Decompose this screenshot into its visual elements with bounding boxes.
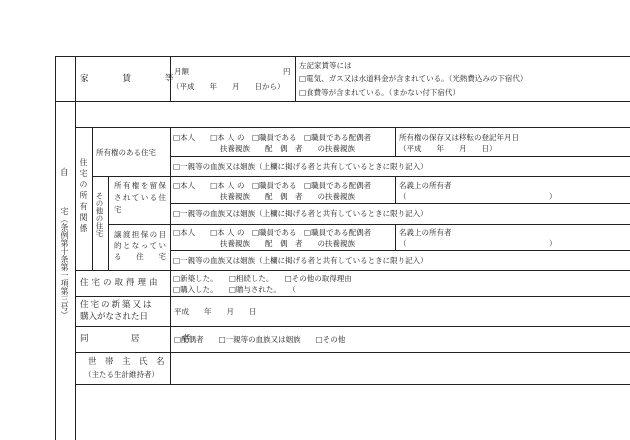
rule-acquisition-bottom [75, 296, 630, 297]
acquisition-label: 住宅の取得理由 [80, 278, 161, 288]
acquisition-line1: □新築した。 □相続した。 □その他の取得理由 [173, 274, 352, 283]
mortgaged-house-label: 所有権を留保されている住宅 [114, 181, 166, 214]
owned-checks-line1: □本人 □本 人 の □職員である □職員である配偶者 [173, 133, 372, 142]
mortgaged-nominal-owner-title: 名義上の所有者 [399, 181, 452, 190]
rule-spacer-bottom [75, 127, 630, 128]
owned-registration-title: 所有権の保存又は移転の登記年月日 [399, 133, 519, 142]
rule-ownership-bottom [75, 270, 630, 271]
rent-notes-title: 左記家賃等には [299, 61, 352, 70]
owned-checks-line2: 扶養親族 配 偶 者 の扶養親族 [220, 144, 355, 153]
rent-note-utilities: □電気、ガス又は水道料金が含まれている。（光熱費込みの下宿代） [299, 74, 528, 83]
mortgaged-checks-line1: □本人 □本 人 の □職員である □職員である配偶者 [173, 181, 372, 190]
collateral-checks-line1: □本人 □本 人 の □職員である □職員である配偶者 [173, 228, 372, 237]
rule-cohabitant-bottom [75, 352, 630, 353]
ownership-group-label: 住宅の所有関係 [79, 158, 88, 235]
rule-ownership-group [92, 127, 93, 270]
rule-rent-amount [295, 56, 296, 101]
householder-label-1: 世 帯 主 氏 名 [88, 357, 165, 367]
section-label-top: 自 [60, 168, 69, 178]
section-label-main: 宅（条例第十条第一項第三号） [60, 207, 69, 319]
owned-relatives-check: □一親等の血族又は姻族（上欄に掲げる者と共有しているときに限り記入） [173, 162, 428, 171]
rule-other-group [108, 176, 109, 270]
other-house-label: その他の住宅 [95, 192, 104, 237]
rule-mortgaged-mid [170, 203, 630, 204]
rule-owned-mid [170, 156, 630, 157]
rent-amount-unit: 円 [283, 67, 291, 76]
collateral-paren-close: ） [549, 239, 557, 248]
collateral-house-label: 譲渡担保の目的となっている住宅 [114, 230, 166, 261]
householder-label-2: （主たる生計維持者） [84, 370, 159, 379]
rule-mortgaged-right [395, 176, 396, 203]
rule-label-col [170, 127, 171, 352]
rule-rent-bottom [55, 101, 630, 102]
rule-built-bottom [75, 326, 630, 327]
owned-house-label: 所有権のある住宅 [96, 148, 156, 157]
rule-collateral-mid [170, 250, 630, 251]
cohabitant-options: □配偶者 □一親等の血族又は姻族 □その他 [174, 335, 346, 344]
rule-owned-right [395, 127, 396, 156]
rent-period: （平成 年 月 日から） [172, 82, 285, 91]
cohabitant-label: 同 居 者 [80, 334, 191, 344]
owned-registration-date: （平成 年 月 日） [399, 144, 497, 153]
rule-householder-label [170, 352, 171, 384]
built-date-label-1: 住宅の新築又は [80, 300, 154, 310]
rule-householder-bottom [75, 384, 630, 385]
built-date-label-2: 購入がなされた日 [80, 312, 149, 322]
mortgaged-relatives-check: □一親等の血族又は姻族（上欄に掲げる者と共有しているときに限り記入） [173, 209, 428, 218]
rule-left-inner [75, 56, 76, 440]
rule-left-outer [55, 56, 56, 440]
mortgaged-paren-close: ） [549, 192, 557, 201]
collateral-checks-line2: 扶養親族 配 偶 者 の扶養親族 [220, 239, 355, 248]
rule-owned-bottom [92, 176, 630, 177]
rent-amount-label: 月額 [174, 67, 189, 76]
rent-label: 家 賃 等 [80, 74, 174, 84]
collateral-relatives-check: □一親等の血族又は姻族（上欄に掲げる者と共有しているときに限り記入） [173, 256, 428, 265]
acquisition-line2: □購入した。 □贈与された。 （ [173, 285, 296, 294]
built-date-value: 平成 年 月 日 [174, 307, 257, 316]
collateral-paren-open: （ [399, 239, 407, 248]
rule-mortgaged-bottom [108, 224, 630, 225]
mortgaged-paren-open: （ [399, 192, 407, 201]
rule-top [55, 56, 630, 57]
rule-collateral-right [395, 224, 396, 250]
collateral-nominal-owner-title: 名義上の所有者 [399, 228, 452, 237]
rent-note-meals: □食費等が含まれている。（まかない付下宿代） [299, 88, 460, 97]
mortgaged-checks-line2: 扶養親族 配 偶 者 の扶養親族 [220, 192, 355, 201]
